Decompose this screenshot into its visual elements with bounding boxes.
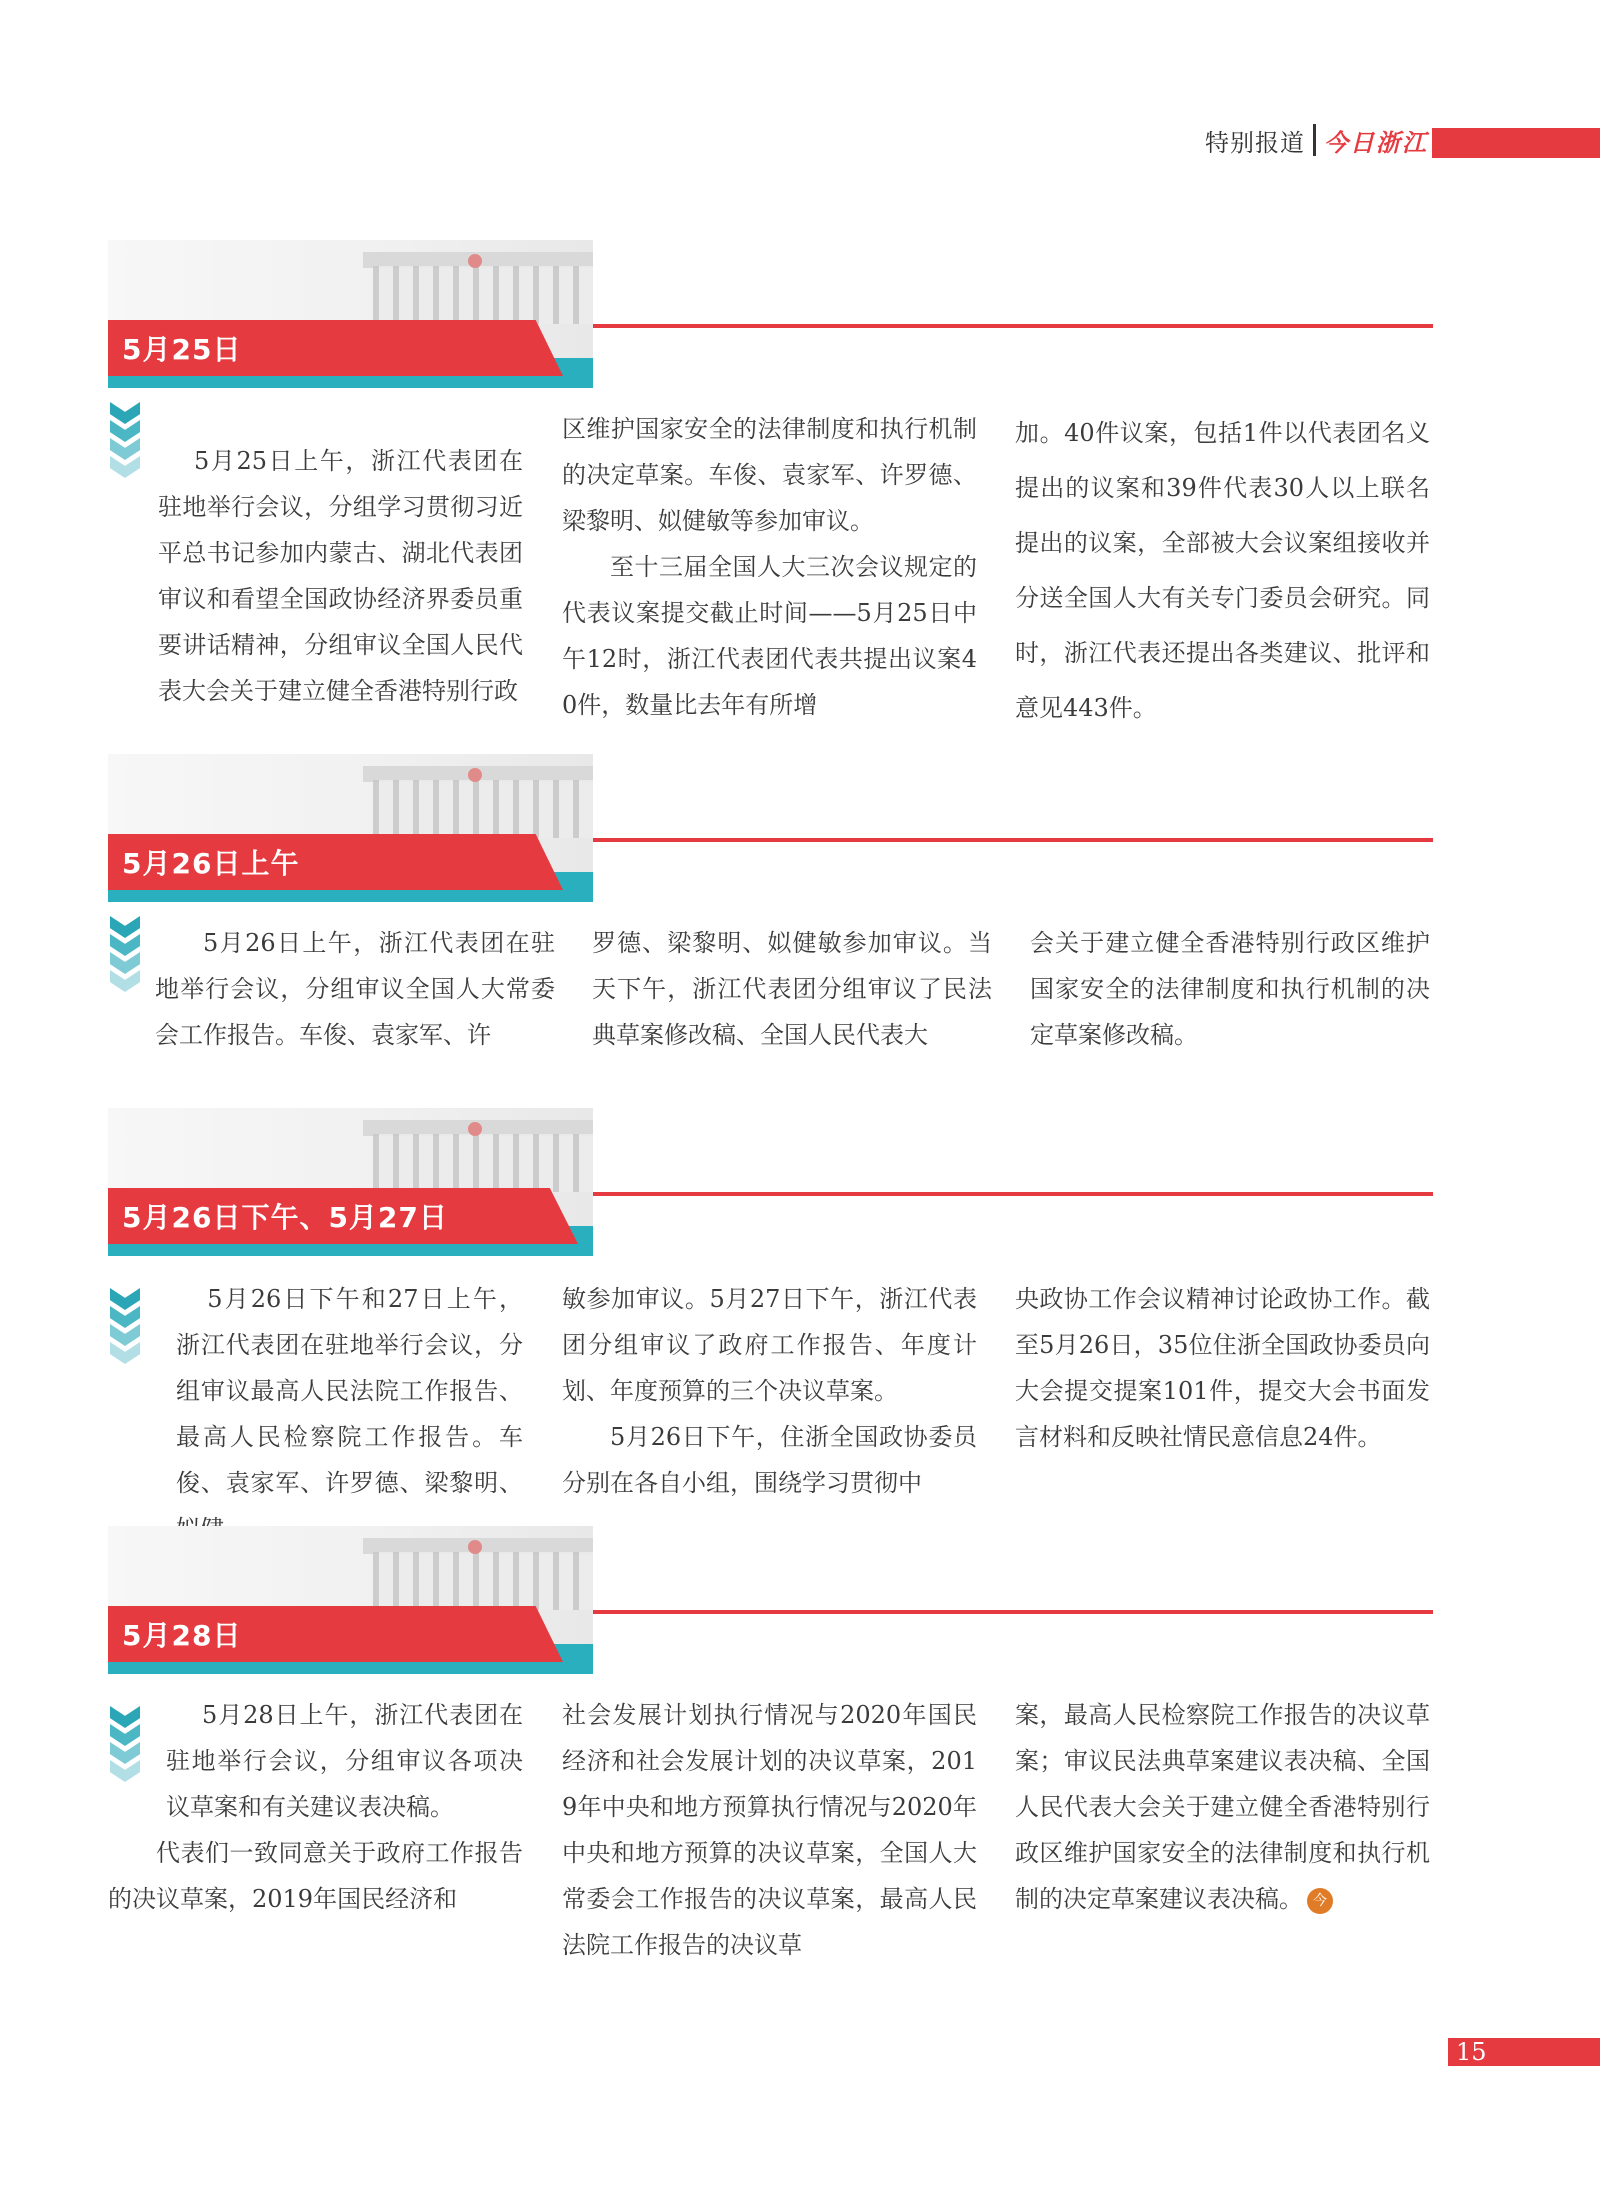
section-banner [108,1526,593,1674]
great-hall-image [373,266,593,324]
header-divider [1313,124,1316,156]
section-4-column-2: 社会发展计划执行情况与2020年国民经济和社会发展计划的决议草案，2019年中央和地方预算执行情况与2020年中央和地方预算的决议草案，全国人大常委会工作报告的决议草案，最高人民法院工作报告的决议草 [562,1701,977,1959]
end-mark-icon: 今 [1307,1888,1333,1914]
section-rule [593,838,1433,842]
great-hall-image [373,1134,593,1192]
great-hall-image [373,780,593,838]
section-banner [108,240,593,388]
section-title: 5月26日上午 [122,847,300,880]
section-1-column-2: 区维护国家安全的法律制度和执行机制的决定草案。车俊、袁家军、许罗德、梁黎明、姒健敏等参加审议。 至十三届全国人大三次会议规定的代表议案提交截止时间——5月25日中午12时，浙江代表团代表共提出议案40件，数量比去年有所增 [562,415,977,719]
section-title: 5月28日 [122,1619,242,1652]
section-3-column-3: 央政协工作会议精神讨论政协工作。截至5月26日，35位住浙全国政协委员向大会提交提案101件，提交大会书面发言材料和反映社情民意信息24件。 [1015,1285,1430,1451]
section-name: 特别报道 [1205,128,1305,157]
section-4-column-1: 5月28日上午，浙江代表团在驻地举行会议，分组审议各项决议草案和有关建议表决稿。 代表们一致同意关于政府工作报告的决议草案，2019年国民经济和 [108,1701,523,1913]
section-rule [593,324,1433,328]
section-1-column-3: 加。40件议案，包括1件以代表团名义提出的议案和39件代表30人以上联名提出的议案，全部被大会议案组接收并分送全国人大有关专门委员会研究。同时，浙江代表还提出各类建议、批评和意见443件。 [1015,419,1430,722]
section-1-column-1: 5月25日上午，浙江代表团在驻地举行会议，分组学习贯彻习近平总书记参加内蒙古、湖北代表团审议和看望全国政协经济界委员重要讲话精神，分组审议全国人民代表大会关于建立健全香港特别行政 [158,447,523,705]
emblem-icon [468,768,482,782]
brand-logo: 今日浙江 [1324,127,1428,157]
section-banner [108,1108,593,1256]
great-hall-image [373,1552,593,1610]
section-rule [593,1192,1433,1196]
section-banner [108,754,593,902]
chevron-down-icon [110,916,140,988]
page-header [1205,120,1428,160]
page-number-label: 15 [1456,2038,1487,2066]
section-2-column-3: 会关于建立健全香港特别行政区维护国家安全的法律制度和执行机制的决定草案修改稿。 [1030,929,1430,1049]
emblem-icon [468,254,482,268]
header-red-bar [1432,128,1600,158]
section-3-column-2: 敏参加审议。5月27日下午，浙江代表团分组审议了政府工作报告、年度计划、年度预算的三个决议草案。 5月26日下午，住浙全国政协委员分别在各自小组，围绕学习贯彻中 [562,1285,977,1497]
section-4-column-3: 案，最高人民检察院工作报告的决议草案；审议民法典草案建议表决稿、全国人民代表大会关于建立健全香港特别行政区维护国家安全的法律制度和执行机制的决定草案建议表决稿。 今 [1015,1701,1430,1913]
section-2-column-2: 罗德、梁黎明、姒健敏参加审议。当天下午，浙江代表团分组审议了民法典草案修改稿、全国人民代表大 [592,929,992,1049]
page-number [1448,2038,1600,2066]
section-title: 5月26日下午、5月27日 [122,1201,448,1234]
emblem-icon [468,1540,482,1554]
section-rule [593,1610,1433,1614]
section-3-column-1: 5月26日下午和27日上午，浙江代表团在驻地举行会议，分组审议最高人民法院工作报告、最高人民检察院工作报告。车俊、袁家军、许罗德、梁黎明、 [176,1285,523,1497]
section-2-column-1: 5月26日上午，浙江代表团在驻地举行会议，分组审议全国人大常委会工作报告。车俊、袁家军、许 [155,929,555,1049]
section-title: 5月25日 [122,333,242,366]
emblem-icon [468,1122,482,1136]
